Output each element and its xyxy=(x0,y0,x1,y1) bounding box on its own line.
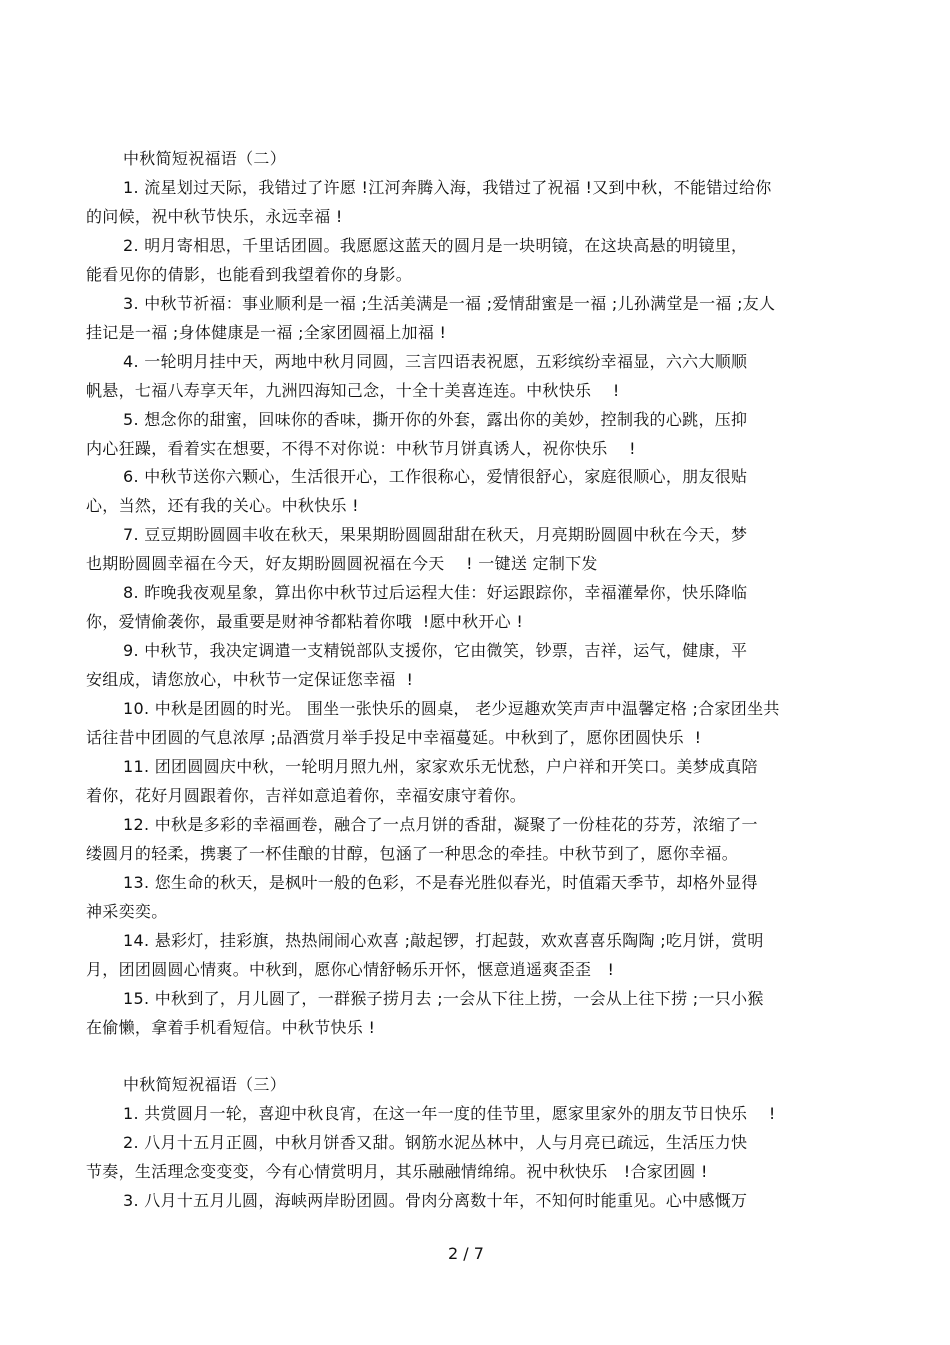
page-number: 2 / 7 xyxy=(448,1244,484,1263)
paragraph-line: 4. 一轮明月挂中天，两地中秋月同圆，三言四语表祝愿，五彩缤纷幸福显，六六大顺顺 xyxy=(123,352,748,371)
paragraph-line: 话往昔中团圆的气息浓厚 ;品酒赏月举手投足中幸福蔓延。中秋到了，愿你团圆快乐 ! xyxy=(86,728,702,747)
paragraph-line: 在偷懒，拿着手机看短信。中秋节快乐 ! xyxy=(86,1018,376,1037)
paragraph-line: 6. 中秋节送你六颗心，生活很开心，工作很称心，爱情很舒心，家庭很顺心，朋友很贴 xyxy=(123,467,748,486)
paragraph-line: 13. 您生命的秋天，是枫叶一般的色彩，不是春光胜似春光，时值霜天季节，却格外显得 xyxy=(123,873,758,892)
paragraph-line: 挂记是一福 ;身体健康是一福 ;全家团圆福上加福 ! xyxy=(86,323,447,342)
paragraph-line: 3. 八月十五月儿圆，海峡两岸盼团圆。骨肉分离数十年，不知何时能重见。心中感慨万 xyxy=(123,1191,748,1210)
paragraph-line: 1. 共赏圆月一轮，喜迎中秋良宵，在这一年一度的佳节里，愿家里家外的朋友节日快乐 ! xyxy=(123,1104,776,1123)
paragraph-line: 3. 中秋节祈福：事业顺利是一福 ;生活美满是一福 ;爱情甜蜜是一福 ;儿孙满堂是一福 ;友人 xyxy=(123,294,776,313)
paragraph-line: 内心狂躁，看着实在想要，不得不对你说：中秋节月饼真诱人，祝你快乐 ! xyxy=(86,439,636,458)
paragraph-line: 1. 流星划过天际，我错过了许愿 !江河奔腾入海，我错过了祝福 !又到中秋，不能错过给你 xyxy=(123,178,772,197)
paragraph-line: 7. 豆豆期盼圆圆丰收在秋天，果果期盼圆圆甜甜在秋天，月亮期盼圆圆中秋在今天，梦 xyxy=(123,525,748,544)
paragraph-line: 你，爱情偷袭你，最重要是财神爷都粘着你哦 !愿中秋开心 ! xyxy=(86,612,524,631)
paragraph-line: 也期盼圆圆幸福在今天，好友期盼圆圆祝福在今天 ! 一键送 定制下发 xyxy=(86,554,598,573)
paragraph-line: 14. 悬彩灯，挂彩旗，热热闹闹心欢喜 ;敲起锣，打起鼓，欢欢喜喜乐陶陶 ;吃月饼，赏明 xyxy=(123,931,764,950)
paragraph-line: 12. 中秋是多彩的幸福画卷，融合了一点月饼的香甜，凝聚了一份桂花的芬芳，浓缩了一 xyxy=(123,815,758,834)
paragraph-line: 2. 明月寄相思，千里话团圆。我愿愿这蓝天的圆月是一块明镜，在这块高悬的明镜里， xyxy=(123,236,748,255)
section-heading: 中秋简短祝福语（三） xyxy=(123,1075,287,1094)
paragraph-line: 着你，花好月圆跟着你，吉祥如意追着你，幸福安康守着你。 xyxy=(86,786,527,805)
paragraph-line: 神采奕奕。 xyxy=(86,902,168,921)
paragraph-line: 月，团团圆圆心情爽。中秋到，愿你心情舒畅乐开怀，惬意逍遥爽歪歪 ! xyxy=(86,960,615,979)
paragraph-line: 9. 中秋节，我决定调遣一支精锐部队支援你，它由微笑，钞票，吉祥，运气，健康，平 xyxy=(123,641,748,660)
paragraph-line: 2. 八月十五月正圆，中秋月饼香又甜。钢筋水泥丛林中，人与月亮已疏远，生活压力快 xyxy=(123,1133,748,1152)
paragraph-line: 10. 中秋是团圆的时光。 围坐一张快乐的圆桌， 老少逗趣欢笑声声中温馨定格 ;合家团坐共 xyxy=(123,699,780,718)
paragraph-line: 11. 团团圆圆庆中秋，一轮明月照九州，家家欢乐无忧愁，户户祥和开笑口。美梦成真陪 xyxy=(123,757,758,776)
paragraph-line: 安组成，请您放心，中秋节一定保证您幸福 ! xyxy=(86,670,414,689)
paragraph-line: 8. 昨晚我夜观星象，算出你中秋节过后运程大佳：好运跟踪你，幸福灌晕你，快乐降临 xyxy=(123,583,748,602)
paragraph-line: 15. 中秋到了，月儿圆了，一群猴子捞月去 ;一会从下往上捞，一会从上往下捞 ;一只小猴 xyxy=(123,989,764,1008)
paragraph-line: 帆悬，七福八寿享天年，九洲四海知己念，十全十美喜连连。中秋快乐 ! xyxy=(86,381,620,400)
paragraph-line: 心，当然，还有我的关心。中秋快乐 ! xyxy=(86,496,359,515)
paragraph-line: 缕圆月的轻柔，携裹了一杯佳酿的甘醇，包涵了一种思念的牵挂。中秋节到了，愿你幸福。 xyxy=(86,844,739,863)
paragraph-line: 5. 想念你的甜蜜，回味你的香味，撕开你的外套，露出你的美妙，控制我的心跳，压抑 xyxy=(123,410,748,429)
paragraph-line: 的问候，祝中秋节快乐，永远幸福 ! xyxy=(86,207,343,226)
section-heading: 中秋简短祝福语（二） xyxy=(123,149,287,168)
paragraph-line: 能看见你的倩影，也能看到我望着你的身影。 xyxy=(86,265,413,284)
paragraph-line: 节奏，生活理念变变变，今有心情赏明月，其乐融融情绵绵。祝中秋快乐 !合家团圆 ! xyxy=(86,1162,708,1181)
